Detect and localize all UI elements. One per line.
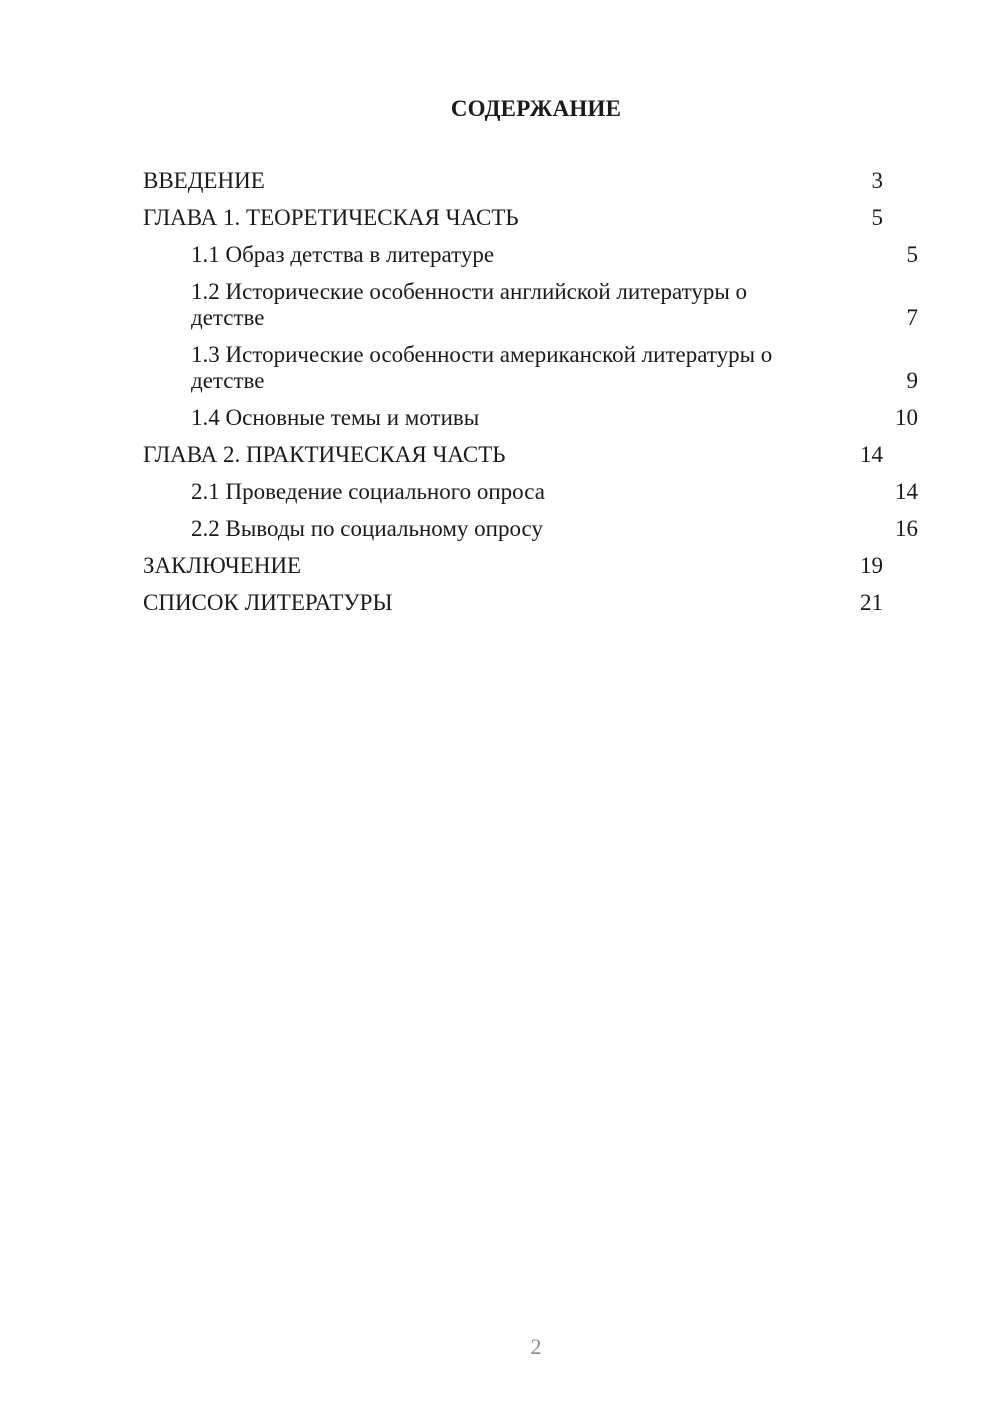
toc-page-number: 19 <box>860 553 883 578</box>
toc-entry-section-2-2[interactable] <box>143 516 918 542</box>
toc-entry-text: ГЛАВА 2. ПРАКТИЧЕСКАЯ ЧАСТЬ <box>143 442 506 467</box>
toc-entry-introduction[interactable] <box>143 168 918 194</box>
toc-entry-text: СПИСОК ЛИТЕРАТУРЫ <box>143 590 393 615</box>
toc-entry-conclusion[interactable] <box>143 553 918 579</box>
toc-page-number: 3 <box>871 168 883 193</box>
toc-entry-section-1-2[interactable] <box>143 279 918 331</box>
toc-page-number: 21 <box>860 590 883 615</box>
toc-entry-text: ГЛАВА 1. ТЕОРЕТИЧЕСКАЯ ЧАСТЬ <box>143 205 519 230</box>
toc-entry-section-1-1[interactable] <box>143 242 918 268</box>
toc-entry-section-2-1[interactable] <box>143 479 918 505</box>
toc-entry-text: 2.1 Проведение социального опроса <box>191 479 545 504</box>
toc-entry-text: 2.2 Выводы по социальному опросу <box>191 516 543 541</box>
toc-page-number: 14 <box>895 479 918 504</box>
toc-entry-text: 1.2 Исторические особенности английской литературы о детстве <box>191 279 748 330</box>
toc-entry-text: ВВЕДЕНИЕ <box>143 168 265 193</box>
toc-page-number: 10 <box>895 405 918 430</box>
toc-entry-bibliography[interactable] <box>143 590 918 616</box>
table-of-contents <box>143 168 918 627</box>
toc-entry-section-1-4[interactable] <box>143 405 918 431</box>
toc-entry-text: 1.3 Исторические особенности американской литературы о детстве <box>191 342 773 393</box>
page-footer-number: 2 <box>530 1334 542 1359</box>
toc-entry-text: 1.1 Образ детства в литературе <box>191 242 495 267</box>
toc-entry-text: ЗАКЛЮЧЕНИЕ <box>143 553 302 578</box>
toc-entry-chapter-1[interactable] <box>143 205 918 231</box>
toc-page-number: 9 <box>906 368 918 393</box>
toc-page-number: 5 <box>871 205 883 230</box>
toc-page-number: 5 <box>906 242 918 267</box>
toc-entry-chapter-2[interactable] <box>143 442 918 468</box>
toc-page-number: 14 <box>860 442 883 467</box>
toc-entry-section-1-3[interactable] <box>143 342 918 394</box>
toc-page-number: 16 <box>895 516 918 541</box>
toc-entry-text: 1.4 Основные темы и мотивы <box>191 405 480 430</box>
toc-title: СОДЕРЖАНИЕ <box>450 96 622 121</box>
toc-page-number: 7 <box>906 305 918 330</box>
